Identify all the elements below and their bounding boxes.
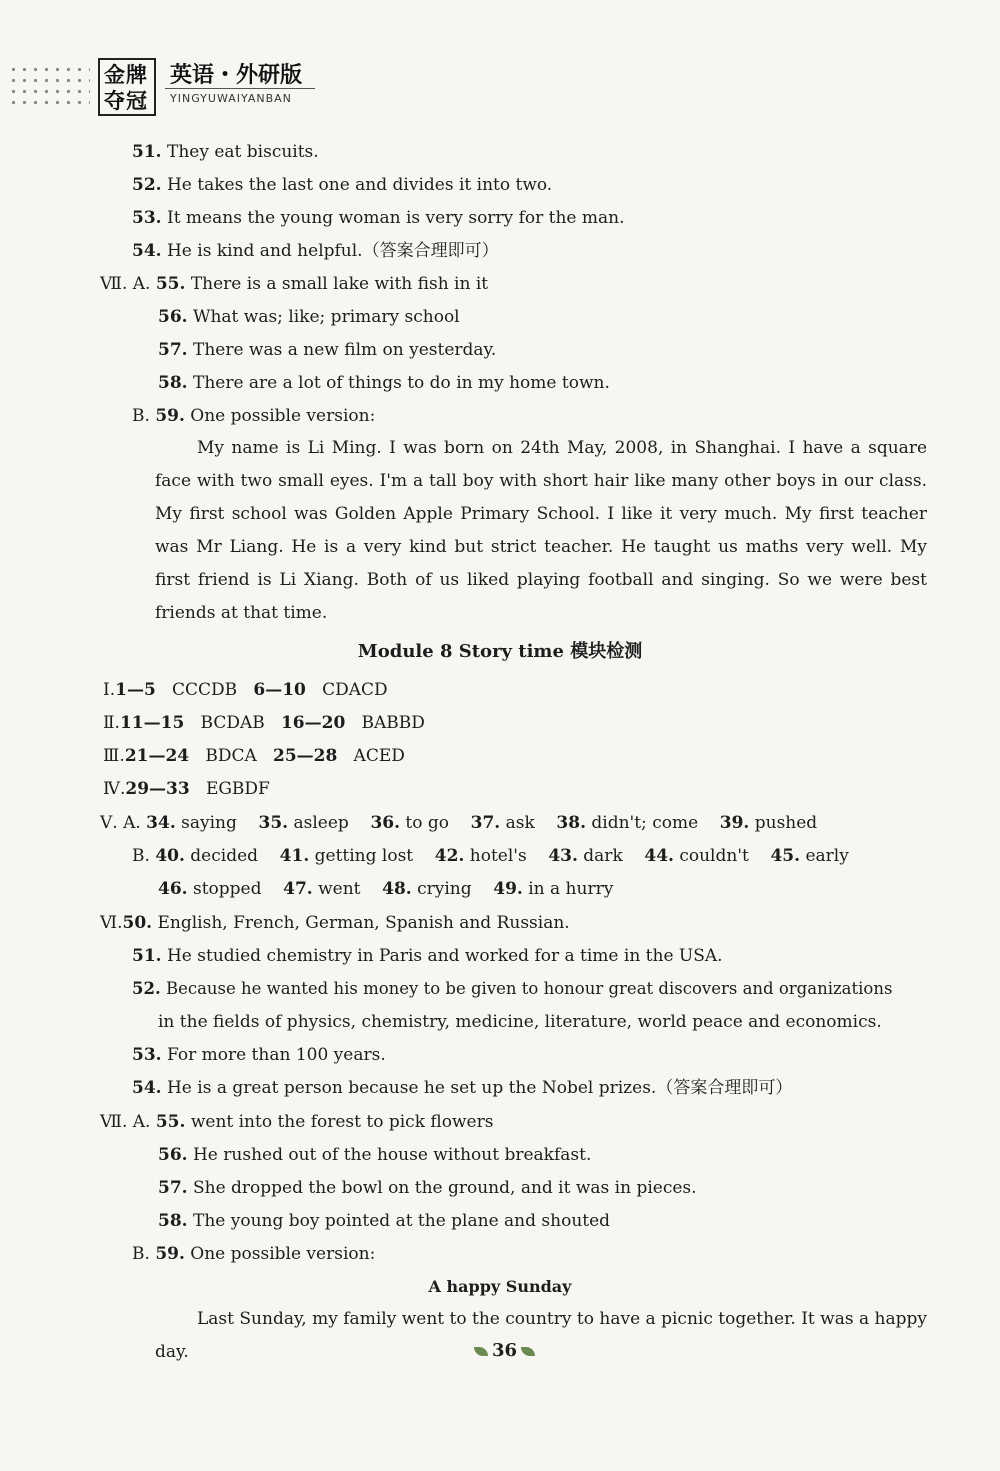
module-heading: Module 8 Story time 模块检测 <box>357 641 643 662</box>
answer-53: 53. It means the young woman is very sorry for the man. <box>132 208 625 228</box>
answer-52b-cont: in the fields of physics, chemistry, medicine, literature, world peace and economics. <box>158 1012 882 1032</box>
answer-58b: 58. The young boy pointed at the plane and shouted <box>158 1211 611 1231</box>
answer-54: 54. He is kind and helpful.（答案合理即可） <box>132 241 499 261</box>
answer-52b: 52. Because he wanted his money to be given to honour great discovers and organizations <box>132 979 893 998</box>
answer-58: 58. There are a lot of things to do in my home town. <box>158 373 610 393</box>
logo-line-2: 夺冠 <box>104 89 148 113</box>
sample-essay-2: Last Sunday, my family went to the country to have a picnic together. It was a happy day. <box>155 1309 927 1362</box>
answer-53b: 53. For more than 100 years. <box>132 1045 386 1065</box>
answer-row-5b: B. 40. decided 41. getting lost 42. hotel's 43. dark 44. couldn't 45. early <box>132 846 849 866</box>
header-divider <box>165 88 315 89</box>
answer-50: Ⅵ.50. English, French, German, Spanish and Russian. <box>100 913 570 933</box>
answer-57: 57. There was a new film on yesterday. <box>158 340 497 360</box>
answer-row-3: Ⅲ.21—24 BDCA 25—28 ACED <box>103 746 405 766</box>
answer-row-5a: Ⅴ. A. 34. saying 35. asleep 36. to go 37. ask 38. didn't; come 39. pushed <box>100 813 818 833</box>
dot-pattern-decoration <box>8 64 90 104</box>
answer-52: 52. He takes the last one and divides it into two. <box>132 175 553 195</box>
answer-row-5c: 46. stopped 47. went 48. crying 49. in a hurry <box>158 879 614 899</box>
section-label: Ⅶ. A. <box>100 274 151 294</box>
brand-logo <box>98 58 156 116</box>
book-title: 英语・外研版 <box>170 63 303 88</box>
answer-54b: 54. He is a great person because he set up the Nobel prizes.（答案合理即可） <box>132 1078 793 1098</box>
answer-56: 56. What was; like; primary school <box>158 307 460 327</box>
answer-59: B. 59. One possible version: <box>132 406 376 426</box>
answer-55b: Ⅶ. A. 55. went into the forest to pick flowers <box>100 1112 494 1132</box>
answer-row-1: Ⅰ.1—5 CCCDB 6—10 CDACD <box>103 680 388 700</box>
answer-row-2: Ⅱ.11—15 BCDAB 16—20 BABBD <box>103 713 425 733</box>
answer-56b: 56. He rushed out of the house without breakfast. <box>158 1145 592 1165</box>
leaf-icon <box>521 1347 535 1356</box>
answer-51b: 51. He studied chemistry in Paris and worked for a time in the USA. <box>132 946 723 966</box>
answer-55: Ⅶ. A. 55. There is a small lake with fish in it <box>100 274 489 294</box>
page-header <box>0 50 1000 120</box>
essay-title: A happy Sunday <box>428 1277 572 1296</box>
page-number: 36 <box>470 1340 539 1361</box>
leaf-icon <box>474 1347 488 1356</box>
sample-essay-1: My name is Li Ming. I was born on 24th May, 2008, in Shanghai. I have a square face with two small eyes. I'm a tall boy with short hair like many other boys in our class. My first school was Golden Apple Primary School. I like it very much. My first teacher was Mr Liang. He is a very kind but strict teacher. He taught us maths very well. My first friend is Li Xiang. Both of us liked playing football and singing. So we were best friends at that time. <box>155 438 927 623</box>
logo-line-1: 金牌 <box>104 63 148 87</box>
answer-57b: 57. She dropped the bowl on the ground, and it was in pieces. <box>158 1178 697 1198</box>
answer-row-4: Ⅳ.29—33 EGBDF <box>103 779 270 799</box>
answer-51: 51. They eat biscuits. <box>132 142 319 162</box>
answer-59b: B. 59. One possible version: <box>132 1244 376 1264</box>
book-subtitle: YINGYUWAIYANBAN <box>170 92 292 105</box>
